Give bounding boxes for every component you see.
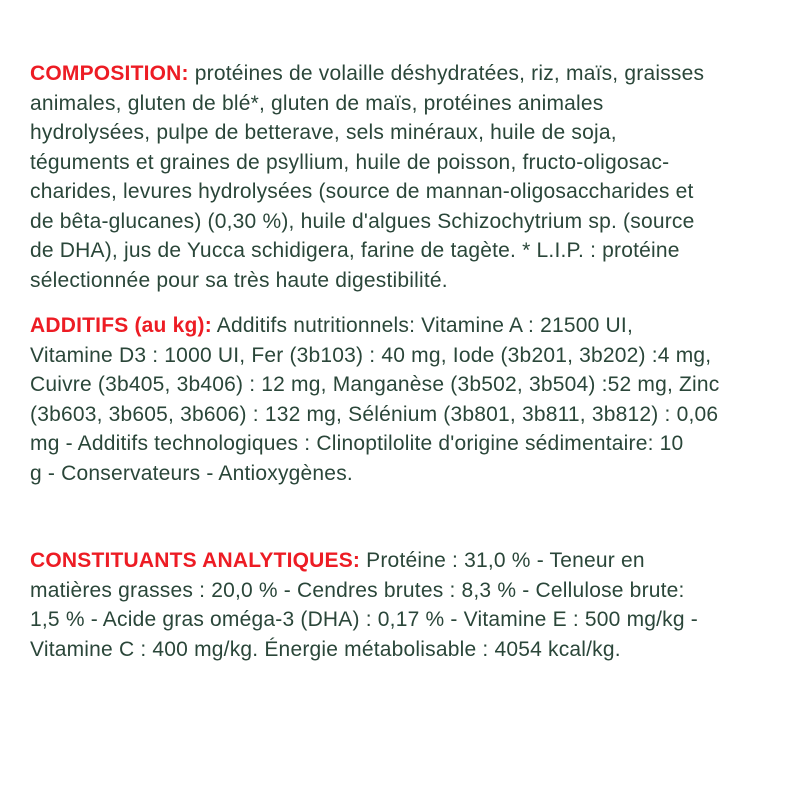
label-line (30, 546, 775, 576)
label-line: Vitamine C : 400 mg/kg. Énergie métabolisable : 4054 kcal/kg. (30, 637, 621, 661)
label-line: matières grasses : 20,0 % - Cendres brutes : 8,3 % - Cellulose brute: (30, 578, 685, 602)
label-line: animales, gluten de blé*, gluten de maïs, protéines animales (30, 91, 604, 115)
label-section-constituants-analytiques (30, 546, 775, 664)
section-heading-constituants-analytiques: CONSTITUANTS ANALYTIQUES: (30, 549, 361, 572)
section-first-line-text: protéines de volaille déshydratées, riz, maïs, graisses (188, 62, 705, 85)
label-line: de bêta-glucanes) (0,30 %), huile d'algues Schizochytrium sp. (source (30, 209, 695, 233)
label-line: de DHA), jus de Yucca schidigera, farine de tagète. * L.I.P. : protéine (30, 239, 680, 262)
label-line: (3b603, 3b605, 3b606) : 132 mg, Sélénium (3b801, 3b811, 3b812) : 0,06 (30, 402, 719, 426)
section-heading-additifs: ADDITIFS (au kg): (30, 314, 212, 337)
section-heading-composition: COMPOSITION: (30, 62, 189, 85)
label-line: charides, levures hydrolysées (source de mannan-oligosaccharides et (30, 180, 694, 203)
label-line: Vitamine D3 : 1000 UI, Fer (3b103) : 40 mg, Iode (3b201, 3b202) :4 mg, (30, 343, 712, 367)
section-first-line-text: Protéine : 31,0 % - Teneur en (360, 549, 645, 572)
label-line: g - Conservateurs - Antioxygènes. (30, 461, 353, 485)
label-line: téguments et graines de psyllium, huile de poisson, fructo-oligosac- (30, 150, 670, 174)
section-first-line-text: Additifs nutritionnels: Vitamine A : 21500 UI, (211, 314, 633, 337)
product-label-text (30, 59, 775, 664)
label-line: mg - Additifs technologiques : Clinoptilolite d'origine sédimentaire: 10 (30, 432, 684, 455)
label-line: Cuivre (3b405, 3b406) : 12 mg, Manganèse (3b502, 3b504) :52 mg, Zinc (30, 373, 720, 396)
label-line: sélectionnée pour sa très haute digestibilité. (30, 268, 448, 292)
label-line: hydrolysées, pulpe de betterave, sels minéraux, huile de soja, (30, 121, 617, 144)
label-line: 1,5 % - Acide gras oméga-3 (DHA) : 0,17 % - Vitamine E : 500 mg/kg - (30, 608, 698, 631)
label-section-composition (30, 59, 775, 295)
label-line (30, 311, 775, 341)
label-section-additifs (30, 311, 775, 488)
label-line (30, 59, 775, 89)
